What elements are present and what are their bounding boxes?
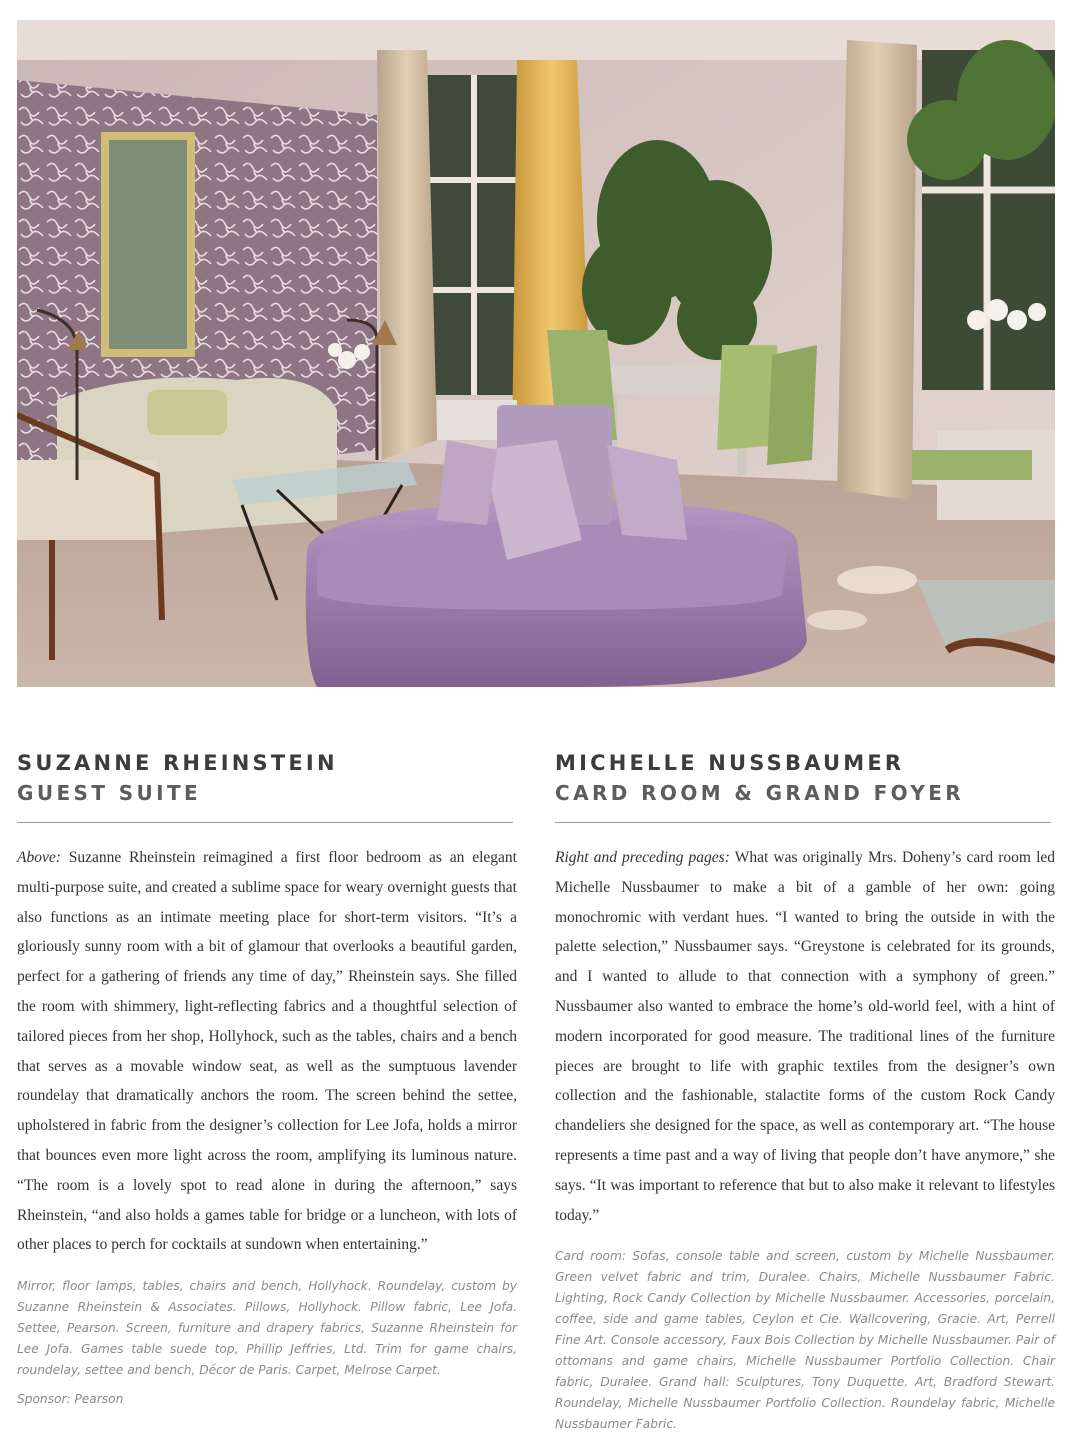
room-title: CARD ROOM & GRAND FOYER	[555, 781, 965, 805]
guest-suite-photo	[17, 20, 1055, 687]
article-body	[555, 843, 1055, 1230]
divider	[17, 822, 513, 823]
article-lead: Above:	[17, 849, 61, 866]
divider	[555, 822, 1051, 823]
room-title: GUEST SUITE	[17, 781, 202, 805]
designer-name: MICHELLE NUSSBAUMER	[555, 751, 905, 775]
credits: Card room: Sofas, console table and screen, custom by Michelle Nussbaumer. Green velvet fabric and trim, Duralee. Chairs, Michelle Nussbaumer Fabric. Lighting, Rock Candy Collection by Michelle Nussbaumer. Accessories, porcelain, coffee, side and game tables, Ceylon et Cie. Wallcovering, Gracie. Art, Perrell Fine Art. Console accessory, Faux Bois Collection by Michelle Nussbaumer. Pair of ottomans and game chairs, Michelle Nussbaumer Portfolio Collection. Chair fabric, Duralee. Grand hall: Sculptures, Tony Duquette. Art, Bradford Stewart. Roundelay, Michelle Nussbaumer Portfolio Collection. Roundelay fabric, Michelle Nussbaumer Fabric.	[555, 1248, 1055, 1431]
credits: Mirror, floor lamps, tables, chairs and bench, Hollyhock. Roundelay, custom by Suzanne Rheinstein & Associates. Pillows, Hollyhock. Pillow fabric, Lee Jofa. Settee, Pearson. Screen, furniture and drapery fabrics, Suzanne Rheinstein for Lee Jofa. Games table suede top, Phillip Jeffries, Ltd. Trim for game chairs, roundelay, settee and bench, Décor de Paris. Carpet, Melrose Carpet.	[17, 1278, 517, 1377]
article-body	[17, 843, 517, 1260]
left-column	[17, 748, 517, 1406]
right-column	[555, 748, 1055, 1435]
article-text: Suzanne Rheinstein reimagined a first floor bedroom as an elegant multi-purpose suite, and created a sublime space for weary overnight guests that also functions as an intimate meeting place for short-term visitors. “It’s a gloriously sunny room with a bit of glamour that overlooks a beautiful garden, perfect for a gathering of friends any time of day,” Rheinstein says. She filled the room with shimmery, light-reflecting fabrics and a thoughtful selection of tailored pieces from her shop, Hollyhock, such as the tables, chairs and a bench that serves as a movable window seat, as well as the sumptuous lavender roundelay that dramatically anchors the room. The screen behind the settee, upholstered in fabric from the designer’s collection for Lee Jofa, holds a mirror that bounces even more light across the room, amplifying its luminous nature. “The room is a lovely spot to read alone in during the afternoon,” says Rheinstein, “and also holds a games table for bridge or a luncheon, with lots of other places to perch for cocktails at sundown when entertaining.”	[17, 849, 517, 1254]
sponsor: Sponsor: Pearson	[17, 1391, 124, 1406]
article-lead: Right and preceding pages:	[555, 849, 730, 866]
designer-name: SUZANNE RHEINSTEIN	[17, 751, 338, 775]
article-text: What was originally Mrs. Doheny’s card room led Michelle Nussbaumer to make a bit of a gamble of her own: going monochromic with verdant hues. “I wanted to bring the outside in with the palette selection,” Nussbaumer says. “Greystone is celebrated for its grounds, and I wanted to allude to that connection with a symphony of green.” Nussbaumer also wanted to embrace the home’s old-world feel, with a hint of modern incorporated for good measure. The traditional lines of the furniture pieces are brought to life with graphic textiles from the designer’s own collection and the fashionable, stalactite forms of the custom Rock Candy chandeliers she designed for the space, as well as contemporary art. “The house represents a time past and a way of living that people don’t have anymore,” she says. “It was important to reference that but to also make it relevant to lifestyles today.”	[555, 849, 1055, 1224]
